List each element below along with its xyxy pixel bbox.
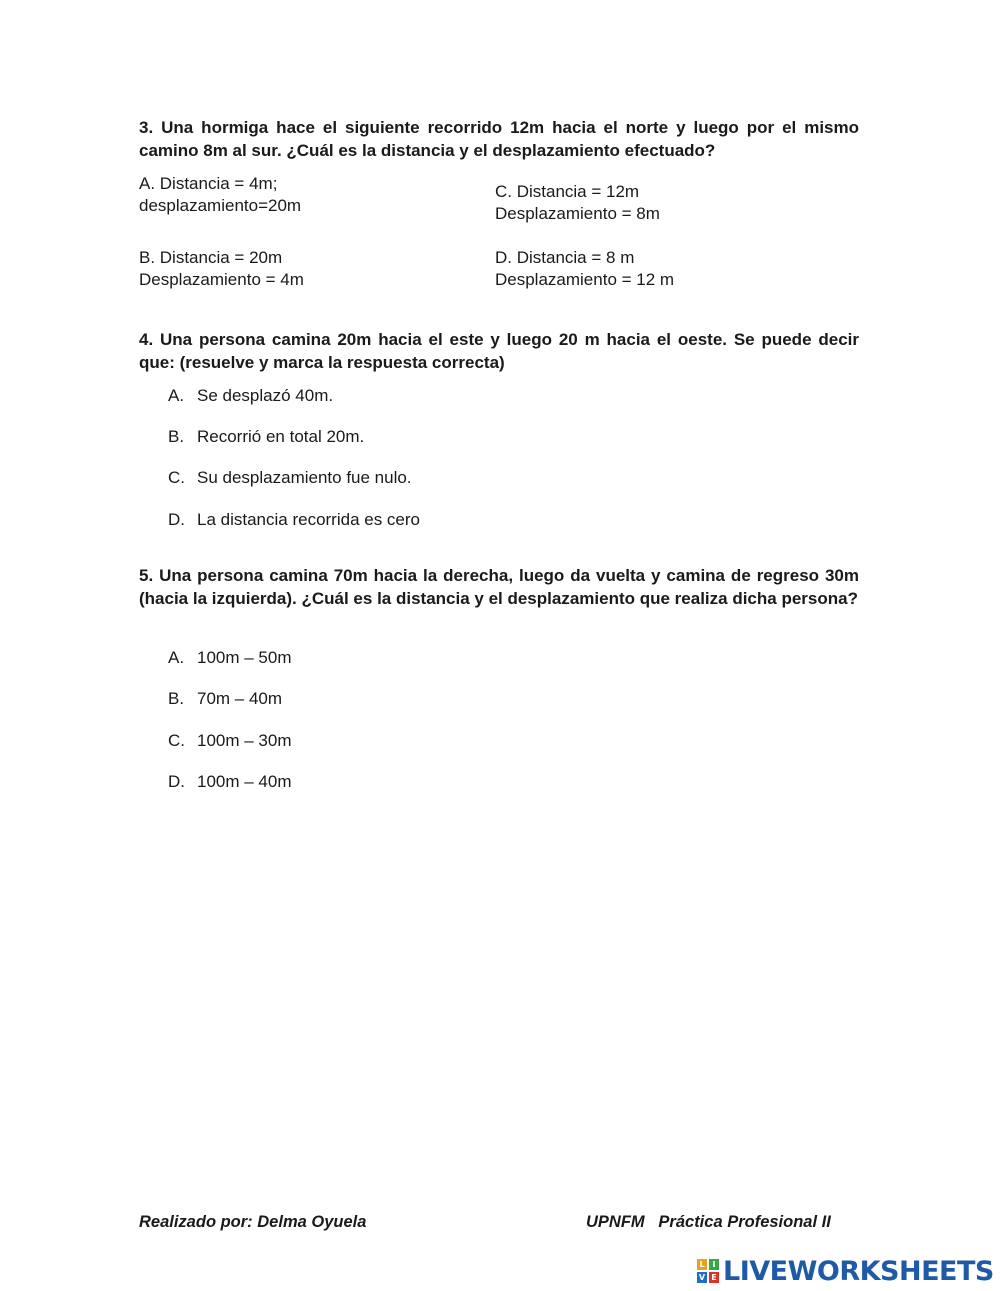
option-letter: D. <box>168 772 185 791</box>
q3-option-a-line2: desplazamiento=20m <box>139 196 302 215</box>
q5-option-a <box>168 647 292 669</box>
q5-option-d <box>168 771 292 793</box>
q4-option-d <box>168 509 420 531</box>
q3-option-d-line2: Desplazamiento = 12 m <box>495 270 675 289</box>
option-text: La distancia recorrida es cero <box>197 510 421 529</box>
logo-tile: L <box>697 1259 707 1270</box>
option-letter: D. <box>168 510 185 529</box>
q4-option-b <box>168 426 364 448</box>
logo-tile: I <box>709 1259 719 1270</box>
footer-author: Realizado por: Delma Oyuela <box>139 1213 367 1231</box>
option-text: Se desplazó 40m. <box>197 386 334 405</box>
q4-option-a <box>168 385 333 407</box>
option-text: 70m – 40m <box>197 689 283 708</box>
q3-option-c-line1: C. Distancia = 12m <box>495 182 640 201</box>
q3-option-a-line1: A. Distancia = 4m; <box>139 174 278 193</box>
logo-text: LIVEWORKSHEETS <box>723 1255 994 1287</box>
option-letter: C. <box>168 468 185 487</box>
option-letter: B. <box>168 689 185 708</box>
logo-tiles-icon <box>697 1259 719 1283</box>
q3-option-b-line2: Desplazamiento = 4m <box>139 270 304 289</box>
option-text: 100m – 40m <box>197 772 292 791</box>
logo-tile: E <box>709 1272 719 1283</box>
option-letter: A. <box>168 386 185 405</box>
option-text: 100m – 50m <box>197 648 292 667</box>
q4-option-c <box>168 467 412 489</box>
option-letter: C. <box>168 731 185 750</box>
option-text: 100m – 30m <box>197 731 292 750</box>
liveworksheets-logo <box>697 1254 994 1288</box>
q5-option-b <box>168 688 282 710</box>
q3-option-d-line1: D. Distancia = 8 m <box>495 248 635 267</box>
footer-course: UPNFM Práctica Profesional II <box>586 1213 831 1231</box>
logo-tile: V <box>698 1273 706 1282</box>
option-letter: A. <box>168 648 185 667</box>
question-4-title: 4. Una persona camina 20m hacia el este y luego 20 m hacia el oeste. Se puede decir que: (resuelve y marca la respuesta correcta) <box>139 330 859 372</box>
q3-option-b-line1: B. Distancia = 20m <box>139 248 283 267</box>
q5-option-c <box>168 730 292 752</box>
question-3-title: 3. Una hormiga hace el siguiente recorrido 12m hacia el norte y luego por el mismo camino 8m al sur. ¿Cuál es la distancia y el desplazamiento efectuado? <box>139 118 859 160</box>
q3-option-c-line2: Desplazamiento = 8m <box>495 204 660 223</box>
option-text: Recorrió en total 20m. <box>197 427 365 446</box>
option-text: Su desplazamiento fue nulo. <box>197 468 412 487</box>
option-letter: B. <box>168 427 185 446</box>
question-5-title: 5. Una persona camina 70m hacia la derecha, luego da vuelta y camina de regreso 30m (hacia la izquierda). ¿Cuál es la distancia y el desplazamiento que realiza dicha persona? <box>139 566 859 608</box>
